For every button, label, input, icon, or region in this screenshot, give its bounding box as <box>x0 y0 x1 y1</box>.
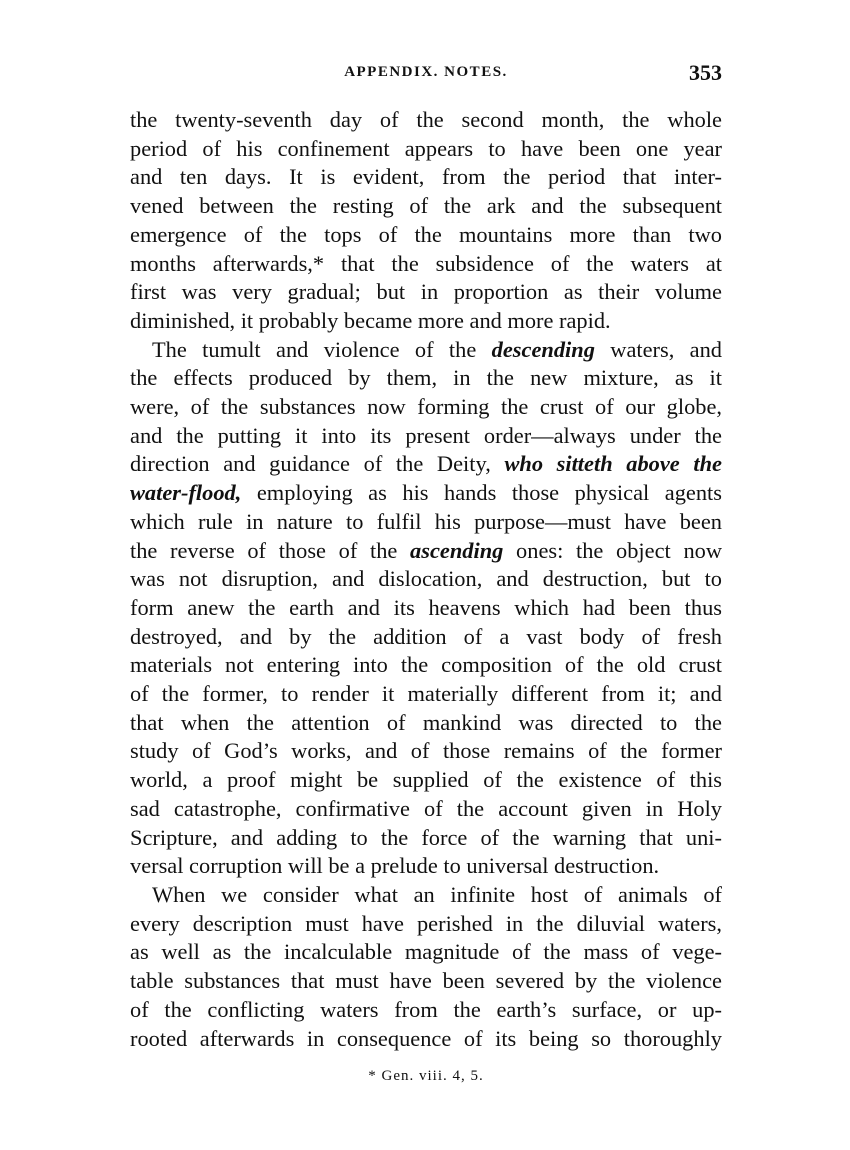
text-line: the reverse of those of the ascending ones: the object now <box>130 537 722 563</box>
text-line: that when the attention of mankind was directed to the <box>130 709 722 735</box>
italic-phrase: who sitteth above the <box>504 451 722 477</box>
text-line: as well as the incalculable magnitude of the mass of vege- <box>130 939 722 965</box>
text-line: direction and guidance of the Deity, who sitteth above the <box>130 451 722 477</box>
text-line: of the conflicting waters from the earth’s surface, or up- <box>130 996 722 1022</box>
body-text <box>130 106 722 1053</box>
running-head: APPENDIX. NOTES. <box>344 64 508 80</box>
italic-phrase: descending <box>491 336 595 362</box>
text-line: was not disruption, and dislocation, and destruction, but to <box>130 566 722 592</box>
text-line: The tumult and violence of the descending waters, and <box>152 336 722 362</box>
text-line: were, of the substances now forming the crust of our globe, <box>130 394 722 420</box>
text-line: materials not entering into the composition of the old crust <box>130 652 722 678</box>
paragraph <box>130 336 722 881</box>
text-line: sad catastrophe, confirmative of the account given in Holy <box>130 795 722 821</box>
text-line: form anew the earth and its heavens which had been thus <box>130 594 722 620</box>
text-line: every description must have perished in the diluvial waters, <box>130 910 722 936</box>
text-line: and ten days. It is evident, from the period that inter- <box>130 164 722 190</box>
text-line: world, a proof might be supplied of the existence of this <box>130 767 722 793</box>
paragraph <box>130 881 722 1053</box>
text-line: versal corruption will be a prelude to universal destruction. <box>130 853 660 879</box>
text-line: vened between the resting of the ark and the subsequent <box>130 193 722 219</box>
paragraph <box>130 106 722 336</box>
text-line: months afterwards,* that the subsidence of the waters at <box>130 250 722 276</box>
italic-phrase: ascending <box>410 537 504 563</box>
text-line: first was very gradual; but in proportion as their volume <box>130 279 722 305</box>
text-line: study of God’s works, and of those remains of the former <box>130 738 722 764</box>
italic-phrase: water-flood, <box>130 480 242 506</box>
footnote: * Gen. viii. 4, 5. <box>368 1068 484 1084</box>
text-line: emergence of the tops of the mountains more than two <box>130 221 722 247</box>
text-line: the effects produced by them, in the new mixture, as it <box>130 365 722 391</box>
text-line: which rule in nature to fulfil his purpose—must have been <box>130 508 722 534</box>
page-number: 353 <box>689 60 722 85</box>
text-line: diminished, it probably became more and more rapid. <box>130 307 611 333</box>
text-line: destroyed, and by the addition of a vast body of fresh <box>130 623 722 649</box>
text-line: period of his confinement appears to have been one year <box>130 135 722 161</box>
text-line: Scripture, and adding to the force of the warning that uni- <box>130 824 722 850</box>
text-line: of the former, to render it materially different from it; and <box>130 681 722 707</box>
text-line: table substances that must have been severed by the violence <box>130 968 722 994</box>
text-line: water-flood, employing as his hands those physical agents <box>130 480 722 506</box>
text-line: rooted afterwards in consequence of its being so thoroughly <box>130 1025 722 1051</box>
text-line: the twenty-seventh day of the second month, the whole <box>130 107 722 132</box>
text-line: and the putting it into its present order—always under the <box>130 422 722 448</box>
text-line: When we consider what an infinite host of animals of <box>152 881 722 907</box>
page-header <box>130 60 722 90</box>
